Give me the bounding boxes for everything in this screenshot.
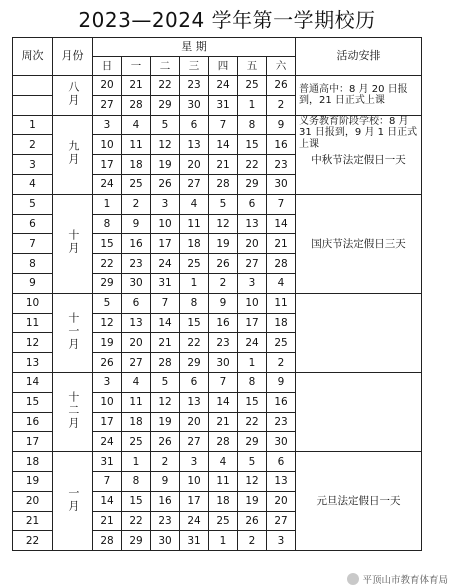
day-cell: 4 — [122, 372, 151, 392]
day-cell: 22 — [180, 333, 209, 353]
day-cell: 15 — [238, 392, 267, 412]
week-number: 10 — [13, 293, 53, 313]
day-cell: 17 — [93, 155, 122, 175]
week-number: 22 — [13, 531, 53, 551]
day-cell: 6 — [267, 452, 296, 472]
day-cell: 27 — [93, 95, 122, 115]
day-cell: 23 — [180, 76, 209, 96]
day-cell: 20 — [122, 333, 151, 353]
day-cell: 16 — [151, 491, 180, 511]
day-cell: 19 — [151, 155, 180, 175]
day-cell: 16 — [267, 135, 296, 155]
day-cell: 21 — [93, 511, 122, 531]
day-cell: 8 — [238, 115, 267, 135]
day-cell: 30 — [267, 174, 296, 194]
day-cell: 15 — [122, 491, 151, 511]
month-cell-aug — [53, 76, 93, 116]
table-row — [13, 293, 422, 313]
day-cell: 12 — [151, 135, 180, 155]
week-number: 6 — [13, 214, 53, 234]
day-cell: 5 — [209, 194, 238, 214]
week-number: 12 — [13, 333, 53, 353]
day-cell: 12 — [209, 214, 238, 234]
calendar-body — [13, 76, 422, 551]
day-cell: 1 — [93, 194, 122, 214]
day-cell: 25 — [122, 432, 151, 452]
header-weekday: 日 — [93, 57, 122, 76]
week-number: 4 — [13, 174, 53, 194]
day-cell: 18 — [122, 155, 151, 175]
day-cell: 3 — [238, 273, 267, 293]
activity-cell-aug: 普通高中：8 月 20 日报到，21 日正式上课 — [296, 76, 422, 116]
activity-cell-dec — [296, 372, 422, 451]
week-number — [13, 76, 53, 96]
day-cell: 28 — [93, 531, 122, 551]
week-number: 19 — [13, 471, 53, 491]
day-cell: 8 — [238, 372, 267, 392]
activity-text: 中秋节法定假日一天 — [311, 154, 406, 167]
day-cell: 7 — [267, 194, 296, 214]
day-cell: 21 — [151, 333, 180, 353]
day-cell: 31 — [151, 273, 180, 293]
day-cell: 24 — [93, 432, 122, 452]
day-cell: 8 — [180, 293, 209, 313]
day-cell: 13 — [122, 313, 151, 333]
day-cell: 24 — [209, 76, 238, 96]
day-cell: 7 — [209, 372, 238, 392]
day-cell: 11 — [122, 135, 151, 155]
day-cell: 9 — [267, 372, 296, 392]
day-cell: 4 — [209, 452, 238, 472]
day-cell: 8 — [122, 471, 151, 491]
day-cell: 24 — [180, 511, 209, 531]
header-week: 周次 — [13, 38, 53, 76]
day-cell: 2 — [267, 95, 296, 115]
day-cell: 3 — [180, 452, 209, 472]
day-cell: 25 — [238, 76, 267, 96]
day-cell: 18 — [122, 412, 151, 432]
header-activity: 活动安排 — [296, 38, 422, 76]
week-number: 15 — [13, 392, 53, 412]
day-cell: 25 — [180, 254, 209, 274]
week-number: 18 — [13, 452, 53, 472]
activity-cell-nov — [296, 293, 422, 372]
day-cell: 11 — [122, 392, 151, 412]
day-cell: 23 — [267, 412, 296, 432]
day-cell: 26 — [151, 174, 180, 194]
day-cell: 28 — [209, 432, 238, 452]
day-cell: 14 — [267, 214, 296, 234]
day-cell: 12 — [151, 392, 180, 412]
day-cell: 16 — [122, 234, 151, 254]
day-cell: 29 — [238, 174, 267, 194]
day-cell: 2 — [209, 273, 238, 293]
day-cell: 17 — [151, 234, 180, 254]
day-cell: 12 — [238, 471, 267, 491]
day-cell: 1 — [180, 273, 209, 293]
month-label: 八月 — [66, 80, 80, 107]
day-cell: 21 — [209, 155, 238, 175]
day-cell: 13 — [180, 135, 209, 155]
day-cell: 23 — [122, 254, 151, 274]
day-cell: 10 — [93, 135, 122, 155]
week-number: 8 — [13, 254, 53, 274]
day-cell: 28 — [209, 174, 238, 194]
header-weekday-group: 星 期 — [93, 38, 296, 57]
day-cell: 28 — [151, 353, 180, 373]
day-cell: 6 — [180, 115, 209, 135]
day-cell: 4 — [122, 115, 151, 135]
day-cell: 10 — [151, 214, 180, 234]
day-cell: 19 — [151, 412, 180, 432]
day-cell: 17 — [180, 491, 209, 511]
page-title: 2023—2024 学年第一学期校历 — [78, 8, 376, 32]
day-cell: 28 — [122, 95, 151, 115]
day-cell: 13 — [180, 392, 209, 412]
day-cell: 16 — [267, 392, 296, 412]
day-cell: 12 — [93, 313, 122, 333]
day-cell: 18 — [267, 313, 296, 333]
day-cell: 28 — [267, 254, 296, 274]
day-cell: 30 — [151, 531, 180, 551]
day-cell: 17 — [93, 412, 122, 432]
day-cell: 31 — [209, 95, 238, 115]
day-cell: 11 — [180, 214, 209, 234]
day-cell: 10 — [238, 293, 267, 313]
day-cell: 22 — [93, 254, 122, 274]
day-cell: 14 — [93, 491, 122, 511]
day-cell: 17 — [238, 313, 267, 333]
day-cell: 2 — [151, 452, 180, 472]
month-label: 十月 — [66, 229, 80, 256]
month-label: 十一月 — [66, 311, 80, 351]
day-cell: 24 — [93, 174, 122, 194]
day-cell: 14 — [209, 135, 238, 155]
day-cell: 20 — [180, 412, 209, 432]
day-cell: 9 — [209, 293, 238, 313]
day-cell: 2 — [238, 531, 267, 551]
day-cell: 21 — [267, 234, 296, 254]
month-cell-oct — [53, 194, 93, 293]
header-month: 月份 — [53, 38, 93, 76]
watermark-text: 平顶山市教育体育局 — [362, 575, 448, 586]
day-cell: 26 — [209, 254, 238, 274]
activity-cell-jan: 元旦法定假日一天 — [296, 452, 422, 551]
day-cell: 20 — [238, 234, 267, 254]
day-cell: 16 — [209, 313, 238, 333]
day-cell: 27 — [180, 432, 209, 452]
day-cell: 31 — [180, 531, 209, 551]
day-cell: 29 — [122, 531, 151, 551]
day-cell: 5 — [238, 452, 267, 472]
day-cell: 23 — [151, 511, 180, 531]
day-cell: 5 — [151, 115, 180, 135]
day-cell: 19 — [238, 491, 267, 511]
header-weekday: 四 — [209, 57, 238, 76]
day-cell: 22 — [238, 412, 267, 432]
day-cell: 19 — [93, 333, 122, 353]
day-cell: 4 — [267, 273, 296, 293]
week-number: 9 — [13, 273, 53, 293]
table-row — [13, 194, 422, 214]
day-cell: 9 — [267, 115, 296, 135]
day-cell: 30 — [122, 273, 151, 293]
day-cell: 9 — [122, 214, 151, 234]
day-cell: 7 — [151, 293, 180, 313]
week-number: 20 — [13, 491, 53, 511]
week-number: 13 — [13, 353, 53, 373]
day-cell: 23 — [267, 155, 296, 175]
day-cell: 24 — [238, 333, 267, 353]
table-row — [13, 452, 422, 472]
day-cell: 14 — [151, 313, 180, 333]
day-cell: 31 — [93, 452, 122, 472]
day-cell: 27 — [267, 511, 296, 531]
publisher-logo-icon — [347, 573, 359, 585]
week-number: 21 — [13, 511, 53, 531]
week-number: 11 — [13, 313, 53, 333]
school-calendar-table — [12, 37, 422, 551]
day-cell: 4 — [180, 194, 209, 214]
day-cell: 19 — [209, 234, 238, 254]
header-weekday: 二 — [151, 57, 180, 76]
day-cell: 10 — [180, 471, 209, 491]
week-number: 1 — [13, 115, 53, 135]
week-number: 3 — [13, 155, 53, 175]
day-cell: 2 — [122, 194, 151, 214]
day-cell: 26 — [238, 511, 267, 531]
week-number: 17 — [13, 432, 53, 452]
day-cell: 30 — [209, 353, 238, 373]
day-cell: 1 — [238, 353, 267, 373]
header-weekday: 五 — [238, 57, 267, 76]
day-cell: 3 — [93, 372, 122, 392]
day-cell: 5 — [93, 293, 122, 313]
day-cell: 11 — [209, 471, 238, 491]
table-row — [13, 115, 422, 135]
header-weekday: 一 — [122, 57, 151, 76]
month-label: 一月 — [66, 486, 80, 513]
header-weekday: 三 — [180, 57, 209, 76]
day-cell: 3 — [93, 115, 122, 135]
day-cell: 30 — [180, 95, 209, 115]
day-cell: 6 — [180, 372, 209, 392]
month-cell-nov — [53, 293, 93, 372]
day-cell: 29 — [93, 273, 122, 293]
day-cell: 5 — [151, 372, 180, 392]
day-cell: 29 — [151, 95, 180, 115]
week-number: 7 — [13, 234, 53, 254]
activity-cell-sep — [296, 115, 422, 194]
day-cell: 23 — [209, 333, 238, 353]
week-number — [13, 95, 53, 115]
day-cell: 18 — [209, 491, 238, 511]
table-row — [13, 372, 422, 392]
day-cell: 20 — [93, 76, 122, 96]
day-cell: 20 — [180, 155, 209, 175]
week-number: 2 — [13, 135, 53, 155]
day-cell: 2 — [267, 353, 296, 373]
day-cell: 30 — [267, 432, 296, 452]
day-cell: 29 — [180, 353, 209, 373]
day-cell: 22 — [122, 511, 151, 531]
month-cell-jan — [53, 452, 93, 551]
day-cell: 13 — [267, 471, 296, 491]
day-cell: 27 — [180, 174, 209, 194]
week-number: 14 — [13, 372, 53, 392]
day-cell: 26 — [93, 353, 122, 373]
day-cell: 25 — [209, 511, 238, 531]
day-cell: 10 — [93, 392, 122, 412]
day-cell: 27 — [122, 353, 151, 373]
day-cell: 26 — [267, 76, 296, 96]
day-cell: 20 — [267, 491, 296, 511]
month-cell-dec — [53, 372, 93, 451]
day-cell: 9 — [151, 471, 180, 491]
day-cell: 18 — [180, 234, 209, 254]
day-cell: 22 — [151, 76, 180, 96]
week-number: 5 — [13, 194, 53, 214]
day-cell: 6 — [238, 194, 267, 214]
activity-text: 义务教育阶段学校：8 月 31 日报到，9 月 1 日正式上课 — [299, 115, 418, 150]
day-cell: 7 — [93, 471, 122, 491]
day-cell: 25 — [122, 174, 151, 194]
month-label: 九月 — [66, 140, 80, 167]
header-weekday: 六 — [267, 57, 296, 76]
day-cell: 3 — [151, 194, 180, 214]
day-cell: 3 — [267, 531, 296, 551]
week-number: 16 — [13, 412, 53, 432]
day-cell: 24 — [151, 254, 180, 274]
table-row — [13, 76, 422, 96]
day-cell: 13 — [238, 214, 267, 234]
day-cell: 25 — [267, 333, 296, 353]
day-cell: 27 — [238, 254, 267, 274]
watermark — [347, 572, 448, 586]
day-cell: 1 — [122, 452, 151, 472]
month-cell-sep — [53, 115, 93, 194]
day-cell: 14 — [209, 392, 238, 412]
day-cell: 15 — [180, 313, 209, 333]
day-cell: 1 — [238, 95, 267, 115]
day-cell: 21 — [209, 412, 238, 432]
day-cell: 1 — [209, 531, 238, 551]
day-cell: 26 — [151, 432, 180, 452]
day-cell: 15 — [93, 234, 122, 254]
day-cell: 7 — [209, 115, 238, 135]
day-cell: 6 — [122, 293, 151, 313]
day-cell: 8 — [93, 214, 122, 234]
day-cell: 15 — [238, 135, 267, 155]
day-cell: 21 — [122, 76, 151, 96]
day-cell: 11 — [267, 293, 296, 313]
month-label: 十二月 — [66, 391, 80, 431]
activity-cell-oct: 国庆节法定假日三天 — [296, 194, 422, 293]
day-cell: 22 — [238, 155, 267, 175]
day-cell: 29 — [238, 432, 267, 452]
